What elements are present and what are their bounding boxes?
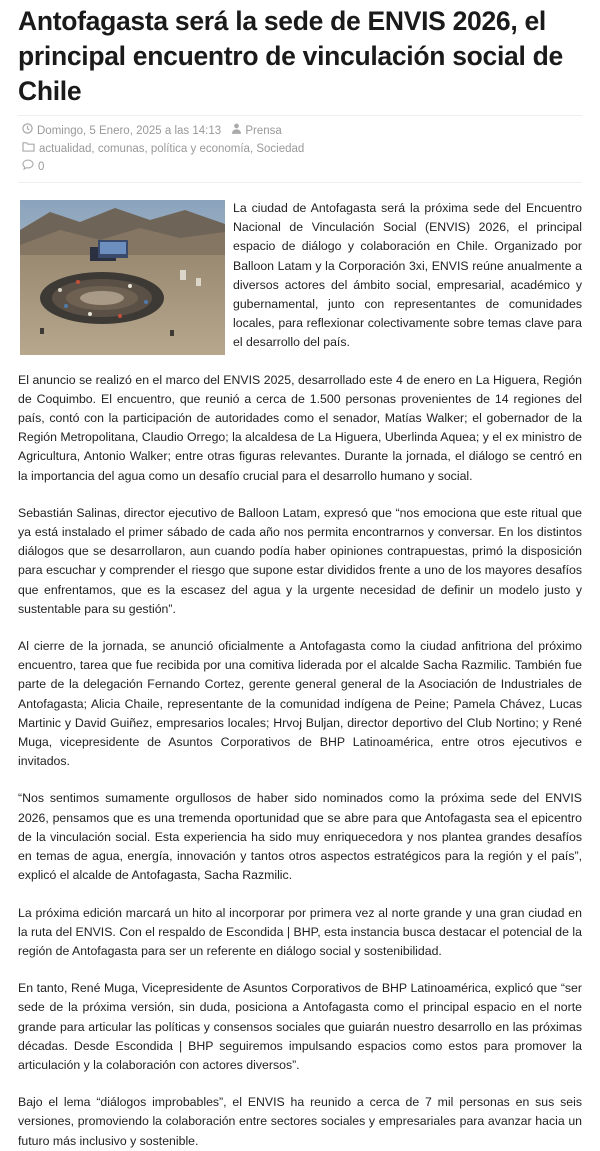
folder-icon — [22, 141, 35, 152]
meta-categories-text: actualidad, comunas, política y economía, Sociedad — [39, 143, 305, 155]
meta-categories[interactable] — [22, 140, 304, 158]
user-icon — [232, 123, 241, 134]
article-photo — [20, 200, 225, 355]
article-body — [18, 199, 582, 1151]
paragraph: En tanto, René Muga, Vicepresidente de Asuntos Corporativos de BHP Latinoamérica, explicó que “ser sede de la próxima versión, sin duda, posiciona a Antofagasta como el principal espacio en el norte grande para articular las políticas y consensos sociales que guiarán nuestro desarrollo en las próximas décadas. Desde Escondida | BHP seguiremos impulsando espacios como estos para promover la articulación y la colaboración con actores diversos”. — [18, 981, 582, 1072]
meta-author-text: Prensa — [245, 125, 282, 137]
paragraph: “Nos sentimos sumamente orgullosos de haber sido nominados como la próxima sede del ENVIS 2026, pensamos que es una tremenda oportunidad que se abre para que Antofagasta sea el epicentro de la vinculación social. Esta experiencia ha sido muy enriquecedora y nos plantea grandes desafíos en temas de agua, energía, innovación y tantos otros aspectos estratégicos para la región y el país”, explicó el alcalde de Antofagasta, Sacha Razmilic. — [18, 791, 582, 883]
meta-author[interactable] — [232, 122, 281, 140]
meta-date — [22, 122, 221, 140]
article-title: Antofagasta será la sede de ENVIS 2026, el principal encuentro de vinculación social de Chile — [18, 6, 563, 106]
comment-icon — [22, 159, 34, 170]
meta-comments-count: 0 — [38, 161, 45, 173]
article-meta — [18, 115, 582, 183]
paragraph: La ciudad de Antofagasta será la próxima sede del Encuentro Nacional de Vinculación Social (ENVIS) 2026, el principal espacio de diálogo y colaboración en Chile. Organizado por Balloon Latam y la Corporación 3xi, ENVIS reúne anualmente a diversos actores del ámbito social, empresarial, académico y gubernamental, junto con representantes de comunidades locales, para reflexionar colectivamente sobre temas clave para el desarrollo del país. — [233, 201, 582, 350]
article — [10, 4, 590, 1151]
paragraph: La próxima edición marcará un hito al incorporar por primera vez al norte grande y una gran ciudad en la ruta del ENVIS. Con el respaldo de Escondida | BHP, esta instancia busca destacar el potencial de la región de Antofagasta para ser un referente en diálogo social y sostenibilidad. — [18, 905, 582, 958]
paragraph: Sebastián Salinas, director ejecutivo de Balloon Latam, expresó que “nos emociona que este ritual que ya está instalado el primer sábado de cada año nos permita encontrarnos y conversar. En los distintos diálogos que se desarrollaron, aun cuando podía haber opiniones contrapuestas, primó la disposición para escuchar y comprender el riesgo que supone estar divididos frente a uno de los mayores desafíos que enfrentamos, que es la escasez del agua y la urgente necesidad de definir un modelo justo y sustentable para su gestión”. — [18, 505, 582, 616]
meta-comments[interactable] — [22, 158, 44, 176]
paragraph: Bajo el lema “diálogos improbables”, el ENVIS ha reunido a cerca de 7 mil personas en sus seis versiones, promoviendo la colaboración entre sectores sociales y empresariales para avanzar hacia un futuro más inclusivo y sostenible. — [18, 1095, 582, 1148]
paragraph: El anuncio se realizó en el marco del ENVIS 2025, desarrollado este 4 de enero en La Higuera, Región de Coquimbo. El encuentro, que reunió a cerca de 1.500 personas provenientes de 14 regiones del país, contó con la participación de autoridades como el senador, Matías Walker; el gobernador de la Región Metropolitana, Claudio Orrego; la alcaldesa de La Higuera, Uberlinda Aquea; y el ex ministro de Agricultura, Antonio Walker; entre otras figuras relevantes. Durante la jornada, el diálogo se centró en la importancia del agua como un desafío crucial para el desarrollo humano y social. — [18, 372, 582, 483]
clock-icon — [22, 123, 33, 134]
meta-date-text: Domingo, 5 Enero, 2025 a las 14:13 — [37, 125, 222, 137]
paragraph: Al cierre de la jornada, se anunció oficialmente a Antofagasta como la ciudad anfitriona del próximo encuentro, tarea que fue recibida por una comitiva liderada por el alcalde Sacha Razmilic. También fue parte de la delegación Fernando Cortez, gerente general general de la Asociación de Industriales de Antofagasta; Alicia Chaile, representante de la comunidad indígena de Peine; Pamela Chávez, Lucas Martinic y David Guiñez, empresarios locales; Hrvoj Buljan, director deportivo del Club Nortino; y René Muga, vicepresidente de Asuntos Corporativos de BHP Latinoamérica, entre otros ejecutivos e invitados. — [18, 639, 582, 769]
